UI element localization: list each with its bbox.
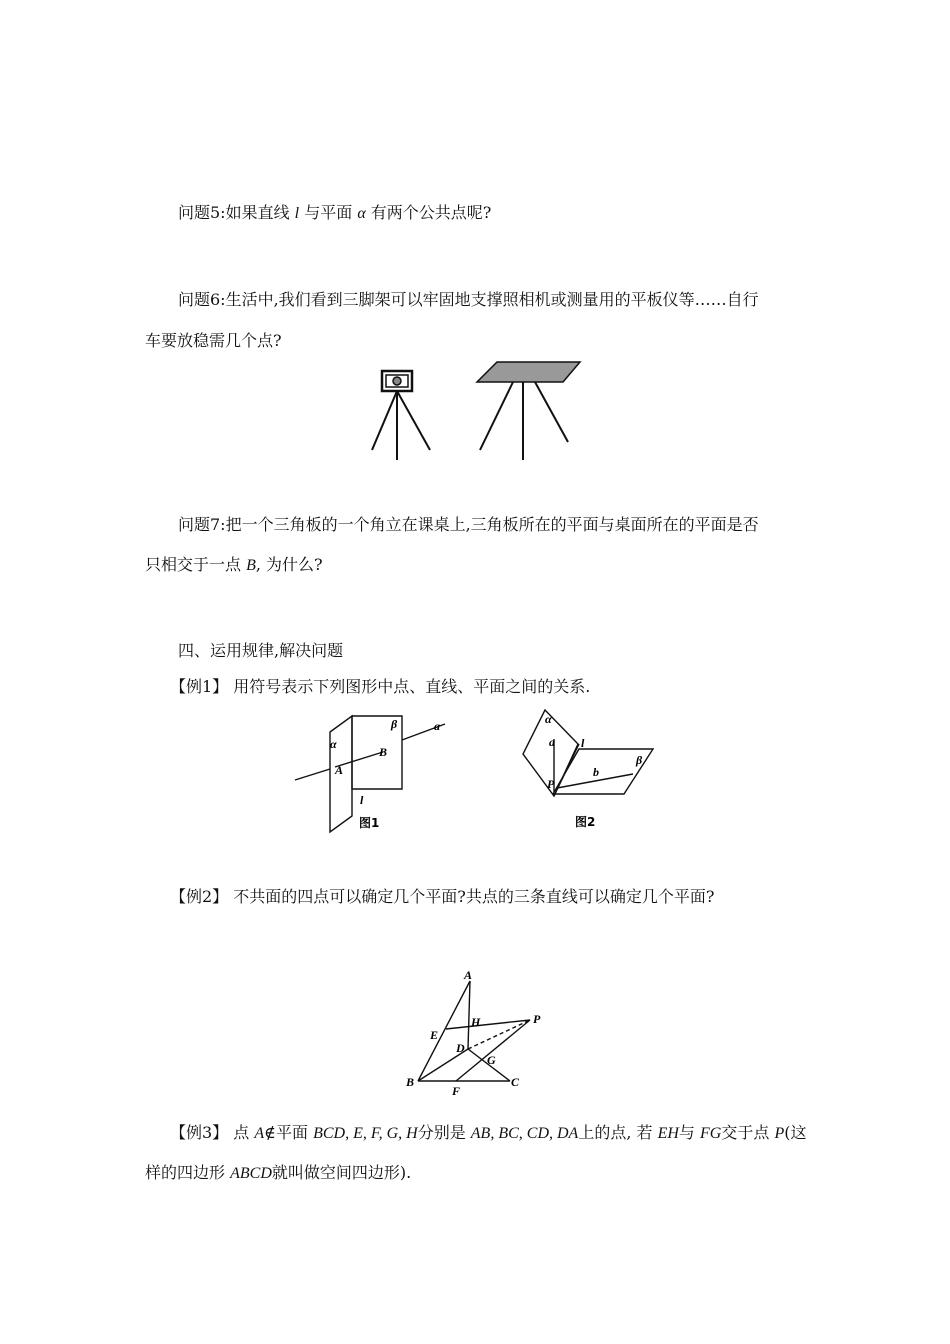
label-G: G [487, 1053, 496, 1067]
figure-2 [515, 704, 665, 834]
example-3-line-1: 【例3】 点 A∉平面 BCD, E, F, G, H分别是 AB, BC, CD, DA上的点, 若 EH与 FG交于点 P(这 [170, 1123, 807, 1142]
label-C: C [511, 1075, 520, 1089]
question-5-label: 问题5: [178, 203, 226, 222]
label-P: P [533, 1012, 541, 1026]
section-heading: 四、运用规律,解决问题 [178, 641, 344, 660]
label-D: D [456, 1041, 465, 1055]
label-a: a [434, 719, 440, 733]
label-b: b [593, 765, 599, 779]
question-6-label: 问题6: [178, 290, 226, 309]
label-beta: β [391, 717, 398, 731]
plane-table-tripod [477, 362, 580, 460]
figure-2-caption: 图2 [575, 815, 596, 829]
question-7-label: 问题7: [178, 515, 226, 534]
question-6-line-2: 车要放稳需几个点? [145, 331, 282, 350]
label-a: a [549, 735, 555, 749]
camera-tripod [372, 371, 430, 460]
label-alpha: α [545, 712, 552, 726]
example-2-label: 【例2】 [170, 887, 229, 906]
question-7-line-1: 问题7:把一个三角板的一个角立在课桌上,三角板所在的平面与桌面所在的平面是否 [178, 515, 759, 534]
label-H: H [471, 1015, 481, 1029]
label-E: E [430, 1028, 439, 1042]
label-beta: β [636, 753, 643, 767]
line-FGP [456, 1020, 530, 1081]
question-6-line-1: 问题6:生活中,我们看到三脚架可以牢固地支撑照相机或测量用的平板仪等……自行 [178, 290, 759, 309]
edge-AD [468, 981, 470, 1049]
example-1: 【例1】 用符号表示下列图形中点、直线、平面之间的关系. [170, 677, 591, 696]
label-B: B [406, 1075, 415, 1089]
example-1-label: 【例1】 [170, 677, 229, 696]
example-3-line-2: 样的四边形 ABCD就叫做空间四边形). [145, 1163, 412, 1182]
label-A: A [464, 968, 473, 982]
label-B: B [379, 745, 388, 759]
tripod-figures [360, 360, 590, 465]
label-l: l [360, 793, 364, 807]
label-P: P [547, 777, 555, 791]
figure-1 [290, 710, 460, 840]
label-l: l [581, 736, 585, 750]
label-A: A [335, 763, 344, 777]
line-EHP [446, 1020, 530, 1029]
label-F: F [452, 1084, 461, 1098]
example-2: 【例2】 不共面的四点可以确定几个平面?共点的三条直线可以确定几个平面? [170, 887, 715, 906]
edge-AB [418, 981, 470, 1081]
question-7-line-2: 只相交于一点 B, 为什么? [145, 555, 323, 574]
figure-3 [400, 965, 560, 1100]
figure-1-caption: 图1 [359, 816, 380, 830]
label-alpha: α [330, 737, 337, 751]
question-5: 问题5:如果直线 l 与平面 α 有两个公共点呢? [178, 203, 492, 222]
example-3-label: 【例3】 [170, 1123, 229, 1142]
